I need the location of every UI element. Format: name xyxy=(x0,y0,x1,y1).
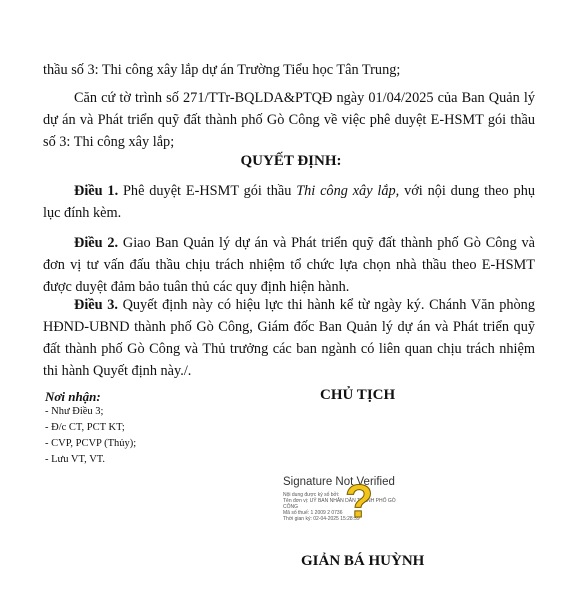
article-2-text: Giao Ban Quản lý dự án và Phát triển quỹ đất thành phố Gò Công và đơn vị tư vấn đấu thầu chịu trách nhiệm tổ chức lựa chọn nhà thầu theo E-HSMT được duyệt đảm bảo tuân thủ các quy định hiện hành. xyxy=(43,235,535,295)
preamble-continuation xyxy=(43,59,535,81)
article-1-label: Điều 1. xyxy=(74,183,119,199)
article-1-text-pre: Phê duyệt E-HSMT gói thầu xyxy=(118,183,297,199)
signature-detail: Mã số thuế: 1 2009 2 0736 xyxy=(283,510,343,516)
article-3 xyxy=(43,294,535,382)
chair-name: GIẢN BÁ HUỲNH xyxy=(301,553,425,569)
question-mark-icon xyxy=(338,477,380,527)
preamble-continuation-text: thầu số 3: Thi công xây lắp dự án Trường Tiểu học Tân Trung; xyxy=(43,62,401,78)
digital-signature-box xyxy=(280,473,450,533)
signature-detail: Tên đơn vị: UỶ BAN NHÂN DÂN THÀNH PHỐ GÒ xyxy=(283,498,396,504)
article-1-italic: Thi công xây lắp, xyxy=(296,183,400,199)
recipient-item: - Như Điều 3; xyxy=(45,406,104,417)
basis-text: Căn cứ tờ trình số 271/TTr-BQLDA&PTQĐ ngày 01/04/2025 của Ban Quản lý dự án và Phát triển quỹ đất thành phố Gò Công về việc phê duyệt E-HSMT gói thầu số 3: Thi công xây lắp; xyxy=(43,90,535,150)
recipient-item: - Đ/c CT, PCT KT; xyxy=(45,422,125,433)
signature-detail: Thời gian ký: 02-04-2025 15:28:59 xyxy=(283,516,360,522)
recipient-item: - Lưu VT, VT. xyxy=(45,454,106,465)
signature-status: Signature Not Verified xyxy=(283,476,395,488)
recipient-item: - CVP, PCVP (Thủy); xyxy=(45,438,137,449)
article-1-text-post: với nội dung theo phụ lục đính kèm. xyxy=(43,183,535,221)
article-2 xyxy=(43,232,535,298)
article-1 xyxy=(43,180,535,224)
question-mark-glyph: ? xyxy=(344,477,374,527)
signature-detail: Nội dung được ký số bởi: xyxy=(283,492,340,498)
basis-paragraph xyxy=(43,87,535,153)
article-2-label: Điều 2. xyxy=(74,235,119,251)
decision-heading: QUYẾT ĐỊNH: xyxy=(240,153,342,169)
recipients-title: Nơi nhận: xyxy=(45,389,101,404)
chair-title: CHỦ TỊCH xyxy=(320,387,396,403)
article-3-label: Điều 3. xyxy=(74,297,118,313)
article-3-text: Quyết định này có hiệu lực thi hành kể từ ngày ký. Chánh Văn phòng HĐND-UBND thành phố Gò Công, Giám đốc Ban Quản lý dự án và Phát triển quỹ đất thành phố Gò Công và Thủ trưởng các ban ngành có liên quan chịu trách nhiệm thi hành Quyết định này./. xyxy=(43,297,535,379)
signature-detail: CÔNG xyxy=(283,504,298,510)
